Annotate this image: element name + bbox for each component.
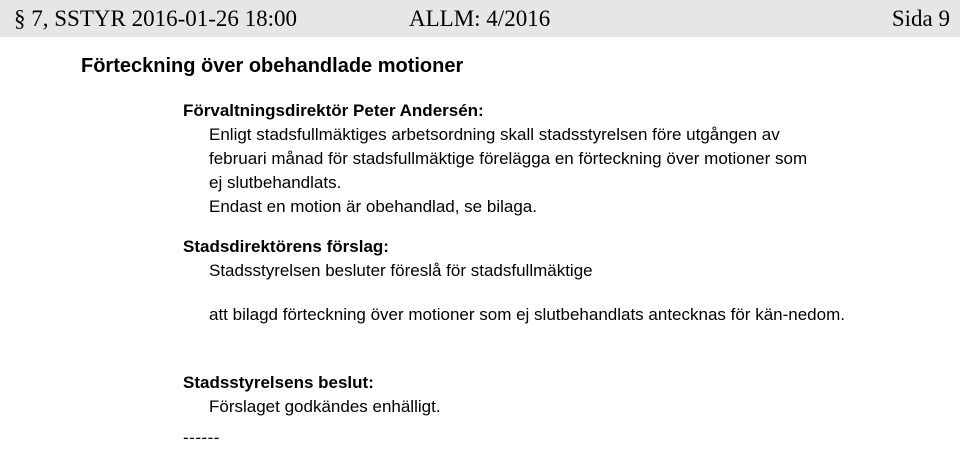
section-body-line: ej slutbehandlats. <box>209 173 342 192</box>
section-body-line: Endast en motion är obehandlad, se bilaga. <box>209 197 537 216</box>
decision-text: Förslaget godkändes enhälligt. <box>209 397 441 416</box>
section-heading-director: Förvaltningsdirektör Peter Andersén: <box>183 101 484 120</box>
section-heading-decision: Stadsstyrelsens beslut: <box>183 373 374 392</box>
page-header <box>0 0 960 37</box>
header-page-number: Sida 9 <box>891 6 950 31</box>
section-body-line: februari månad för stadsfullmäktige förelägga en förteckning över motioner som <box>209 149 808 168</box>
header-reference: ALLM: 4/2016 <box>409 6 551 31</box>
document-title: Förteckning över obehandlade motioner <box>81 55 464 77</box>
section-heading-proposal: Stadsdirektörens förslag: <box>183 237 389 256</box>
proposal-intro: Stadsstyrelsen besluter föreslå för stadsfullmäktige <box>209 261 593 280</box>
proposal-text: att bilagd förteckning över motioner som ej slutbehandlats antecknas för kän-nedom. <box>209 305 845 324</box>
section-body-line: Enligt stadsfullmäktiges arbetsordning skall stadsstyrelsen före utgången av <box>209 125 780 144</box>
section-separator: ------ <box>183 428 220 447</box>
header-section-date: § 7, SSTYR 2016-01-26 18:00 <box>14 6 298 31</box>
